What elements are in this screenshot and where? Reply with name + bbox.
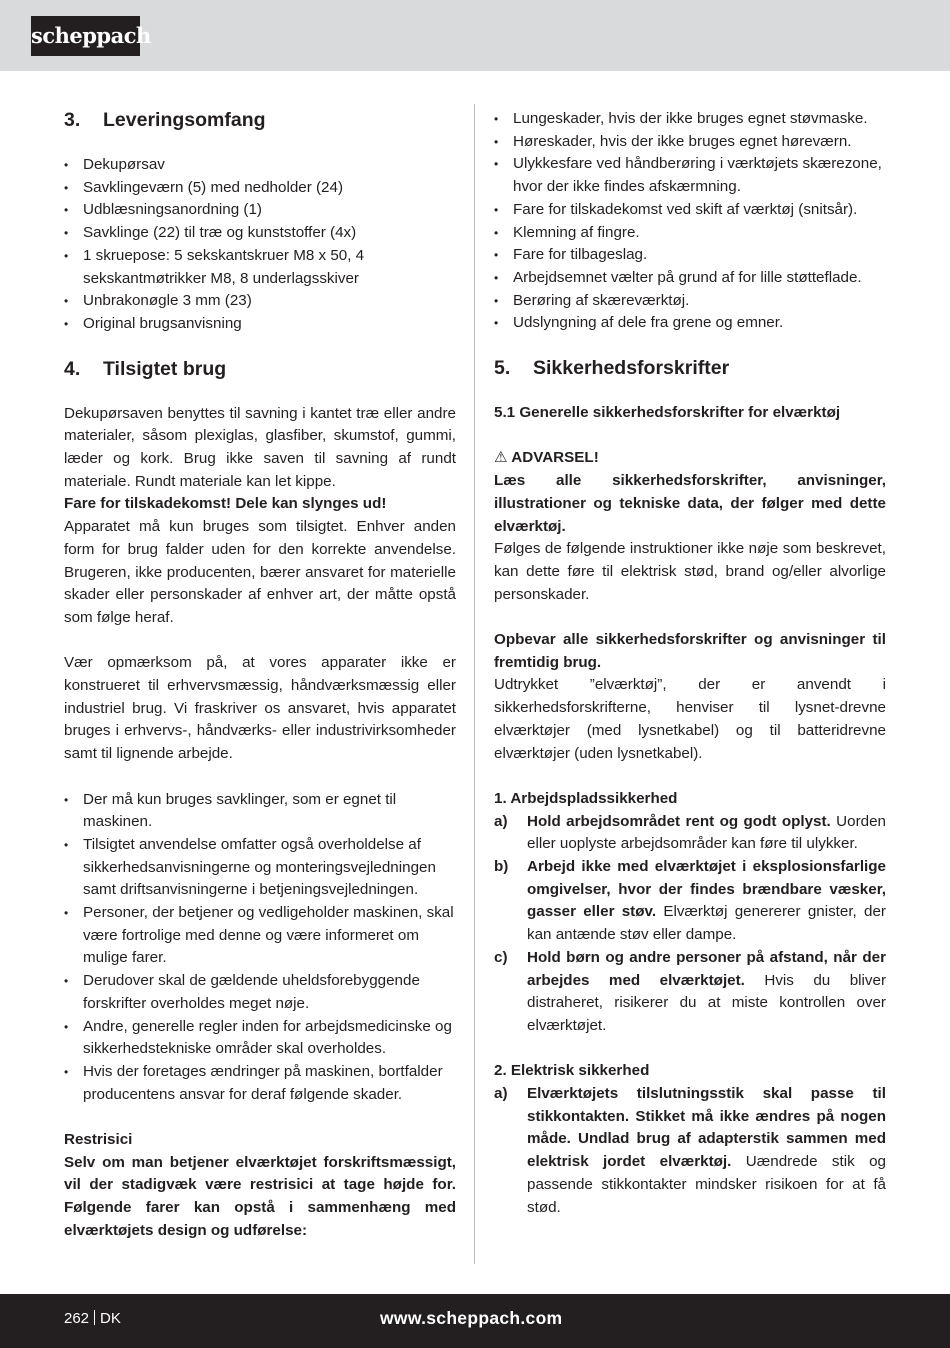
section-3-title: Leveringsomfang xyxy=(103,109,266,131)
column-divider xyxy=(474,104,475,1264)
injury-warning: Fare for tilskadekomst! Dele kan slynges ud! xyxy=(64,495,387,513)
risk-item: • Arbejdsemnet vælter på grund af for lille støtteflade. xyxy=(494,267,886,290)
website-link[interactable]: www.scheppach.com xyxy=(380,1308,563,1328)
residual-risks-text: Selv om man betjener elværktøjet forskriftsmæssigt, vil der stadigvæk være restrisici at tage højde for. Følgende farer kan opstå i sammenhæng med elværktøjets design og udførelse: xyxy=(64,1153,456,1239)
intended-use-list xyxy=(64,789,456,1107)
intended-use-item: • Personer, der betjener og vedligeholder maskinen, skal være fortrolige med denne og være informeret om mulige farer. xyxy=(64,902,456,970)
delivery-item: • Savklingeværn (5) med nedholder (24) xyxy=(64,177,456,200)
warning-bold-text: Læs alle sikkerhedsforskrifter, anvisninger, illustrationer og tekniske data, der følger med dette elværktøj. xyxy=(494,472,886,535)
electrical-safety-title: 2. Elektrisk sikkerhed xyxy=(494,1062,650,1080)
right-column xyxy=(494,108,886,1219)
left-column xyxy=(64,108,456,1243)
footer-separator xyxy=(94,1310,95,1325)
item-text: Elværktøj genererer gnister, der kan antænde støv eller dampe. xyxy=(527,903,886,944)
risk-item: • Fare for tilbageslag. xyxy=(494,244,886,267)
item-marker: a) xyxy=(494,812,508,830)
electrical-safety-item xyxy=(494,1083,886,1219)
workplace-safety-title: 1. Arbejdspladssikkerhed xyxy=(494,789,678,807)
header-bar xyxy=(0,0,950,71)
item-bold: Hold arbejdsområdet rent og godt oplyst. xyxy=(527,812,831,830)
keep-instructions-bold: Opbevar alle sikkerhedsforskrifter og anvisninger til fremtidig brug. xyxy=(494,631,886,671)
item-marker: a) xyxy=(494,1085,508,1103)
intended-use-item: • Andre, generelle regler inden for arbejdsmedicinske og sikkerhedstekniske områder skal overholdes. xyxy=(64,1016,456,1061)
section-4-heading xyxy=(64,357,456,381)
risk-item: • Høreskader, hvis der ikke bruges egnet høreværn. xyxy=(494,131,886,154)
risk-list xyxy=(494,108,886,335)
workplace-safety-item xyxy=(494,947,886,1038)
item-marker: b) xyxy=(494,858,509,876)
intended-use-liability: Apparatet må kun bruges som tilsigtet. Enhver anden form for brug falder uden for den korrekte anvendelse. Brugeren, ikke producenten, bærer ansvaret for materielle skader eller personskader af enhver art, der måtte opstå som følge heraf. xyxy=(64,518,456,626)
risk-item: • Fare for tilskadekomst ved skift af værktøj (snitsår). xyxy=(494,199,886,222)
power-tool-definition: Udtrykket ”elværktøj”, der er anvendt i sikkerhedsforskrifterne, henviser til lysnet-drevne elværktøjer (med lysnetkabel) og til batteridrevne elværktøjer (uden lysnetkabel). xyxy=(494,676,886,762)
intended-use-item: • Derudover skal de gældende uheldsforebyggende forskrifter overholdes meget nøje. xyxy=(64,970,456,1015)
item-text: Hvis du bliver distraheret, risikerer du at miste kontrollen over elværktøjet. xyxy=(527,971,887,1034)
workplace-safety-item xyxy=(494,811,886,856)
warning-label: ADVARSEL! xyxy=(511,449,599,467)
item-text: Uorden eller uoplyste arbejdsområder kan føre til ulykker. xyxy=(527,812,886,853)
section-3-heading xyxy=(64,108,456,132)
item-bold: Elværktøjets tilslutningsstik skal passe til stikkontakten. Stikket må ikke ændres på nogen måde. Undlad brug af adapterstik sammen med elektrisk jordet elværktøj. xyxy=(527,1085,886,1171)
delivery-list xyxy=(64,154,456,336)
delivery-item: • Unbrakonøgle 3 mm (23) xyxy=(64,290,456,313)
workplace-safety-item xyxy=(494,856,886,947)
commercial-use-paragraph: Vær opmærksom på, at vores apparater ikke er konstrueret til erhvervsmæssig, håndværksmæssig eller industriel brug. Vi fraskriver os ansvaret, hvis apparatet bruges i erhvervs-, håndværks- eller industrivirksomheder samt til lignende arbejde. xyxy=(64,654,456,763)
warning-heading xyxy=(494,447,886,470)
residual-risks-title: Restrisici xyxy=(64,1131,133,1149)
intended-use-paragraph: Dekupørsaven benyttes til savning i kantet træ eller andre materialer, såsom plexiglas, glasfiber, skumstof, gummi, læder og kork. Brug ikke saven til savning af rundt materiale. Rundt materiale kan let kippe. xyxy=(64,404,456,490)
intended-use-item: • Hvis der foretages ændringer på maskinen, bortfalder producentens ansvar for deraf følgende skader. xyxy=(64,1061,456,1106)
subsection-5-1-title: 5.1 Generelle sikkerhedsforskrifter for elværktøj xyxy=(494,404,841,422)
section-5-heading xyxy=(494,356,886,380)
page-number-value: 262 xyxy=(64,1310,90,1327)
section-5-title: Sikkerhedsforskrifter xyxy=(533,357,730,380)
delivery-item: • Savklinge (22) til træ og kunststoffer (4x) xyxy=(64,222,456,245)
footer-bar xyxy=(0,1294,950,1348)
electrical-safety-list xyxy=(494,1083,886,1219)
risk-item: • Berøring af skæreværktøj. xyxy=(494,290,886,313)
item-text: Uændrede stik og passende stikkontakter mindsker risikoen for at få stød. xyxy=(527,1153,886,1216)
intended-use-item: • Tilsigtet anvendelse omfatter også overholdelse af sikkerhedsanvisningerne og monteringsvejledningen samt driftsanvisningerne i betjeningsvejledningen. xyxy=(64,834,456,902)
section-4-number: 4. xyxy=(64,357,81,380)
workplace-safety-list xyxy=(494,811,886,1038)
risk-item: • Udslyngning af dele fra grene og emner. xyxy=(494,312,886,335)
language-code: DK xyxy=(100,1310,121,1327)
section-4-title: Tilsigtet brug xyxy=(103,357,227,380)
item-bold: Hold børn og andre personer på afstand, når der arbejdes med elværktøjet. xyxy=(527,948,886,989)
page-number xyxy=(64,1310,121,1327)
risk-item: • Ulykkesfare ved håndberøring i værktøjets skærezone, hvor der ikke findes afskærmning. xyxy=(494,153,886,198)
item-marker: c) xyxy=(494,948,508,966)
section-5-number: 5. xyxy=(494,357,511,380)
warning-icon: ⚠ xyxy=(494,449,508,467)
delivery-item: • Dekupørsav xyxy=(64,154,456,177)
risk-item: • Klemning af fingre. xyxy=(494,222,886,245)
warning-text: Følges de følgende instruktioner ikke nøje som beskrevet, kan dette føre til elektrisk stød, brand og/eller alvorlige personskader. xyxy=(494,540,886,603)
intended-use-item: • Der må kun bruges savklinger, som er egnet til maskinen. xyxy=(64,789,456,834)
delivery-item: • Original brugsanvisning xyxy=(64,313,456,336)
item-bold: Arbejd ikke med elværktøjet i eksplosionsfarlige omgivelser, hvor der findes brændbare væsker, gasser eller støv. xyxy=(527,858,886,921)
section-3-number: 3. xyxy=(64,109,81,131)
delivery-item: • 1 skruepose: 5 sekskantskruer M8 x 50, 4 sekskantmøtrikker M8, 8 underlagsskiver xyxy=(64,245,456,290)
scheppach-logo: scheppach xyxy=(31,16,140,56)
delivery-item: • Udblæsningsanordning (1) xyxy=(64,199,456,222)
risk-item: • Lungeskader, hvis der ikke bruges egnet støvmaske. xyxy=(494,108,886,131)
